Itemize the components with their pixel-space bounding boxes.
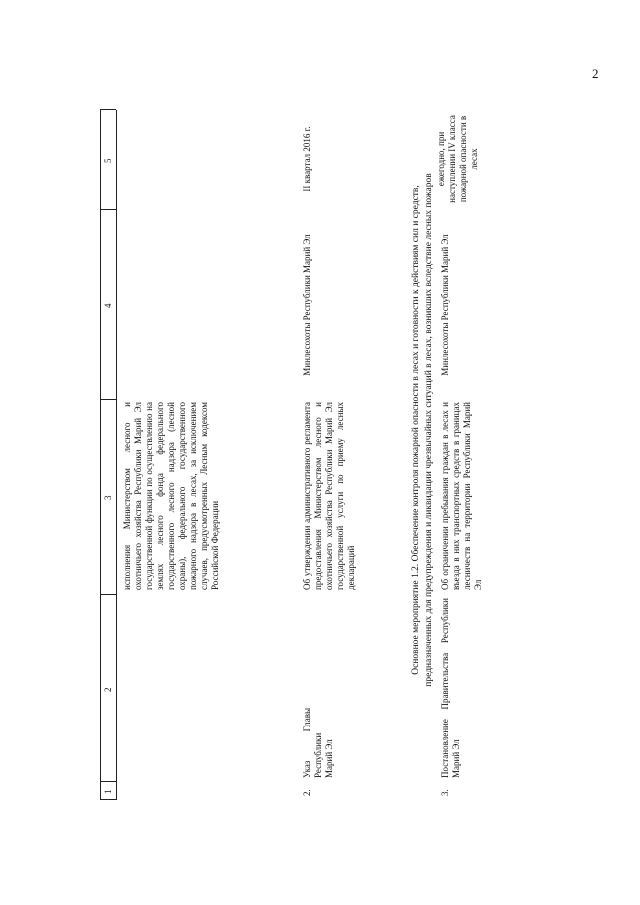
column-separator	[100, 799, 116, 800]
row-document: Постановление Правительства Республики Марий Эл	[440, 598, 461, 778]
column-header-3: 3	[103, 495, 113, 500]
row-number: 2.	[302, 789, 312, 796]
page-number: 2	[592, 66, 599, 81]
row-subject: Об ограничении пребывания граждан в лесах и въезда в них транспортных средств в границах лесничеств на территории Республики Марий Эл	[440, 402, 483, 590]
row-deadline: ежегодно, при наступлении IV класса пожарной опасности в лесах	[436, 115, 479, 203]
column-header-4: 4	[103, 303, 113, 308]
row-deadline: II квартал 2016 г.	[302, 126, 312, 192]
column-separator	[100, 781, 116, 782]
column-header-2: 2	[103, 687, 113, 692]
rotated-table	[100, 60, 483, 800]
column-separator	[100, 209, 116, 210]
table-top-rule	[100, 110, 101, 800]
row-executor: Минлесохоты Республики Марий Эл	[302, 234, 312, 376]
row-number: 3.	[440, 789, 450, 796]
row-subject: Об утверждении административного регламента предоставления Министерством лесного и охотничьего хозяйства Республики Марий Эл государственной услуги по приему лесных деклараций	[302, 402, 356, 590]
row-executor: Минлесохоты Республики Марий Эл	[440, 234, 450, 376]
column-separator	[100, 109, 116, 110]
section-heading-line2: предназначенных для предупреждения и ликвидации чрезвычайных ситуаций в лесах, возникших вследствие лесных пожаров	[424, 173, 434, 687]
row-document: Указ Главы Республики Марий Эл	[302, 708, 334, 778]
table-header-rule	[116, 110, 117, 800]
column-separator	[100, 594, 116, 595]
continuation-cell: исполнения Министерством лесного и охотничьего хозяйства Республики Марий Эл государственной функции по осуществлению на землях лесного фонда федерального государственного лесного надзора (лесной охраны), федерального государственного пожарного надзора в лесах, за исключением случаев, предусмотренных Лесным кодексом Российской Федерации	[122, 402, 220, 590]
column-separator	[100, 399, 116, 400]
section-heading-line1: Основное мероприятие 1.2. Обеспечение контроля пожарной опасности в лесах и готовности к действиям сил и средств,	[411, 185, 421, 675]
column-header-5: 5	[103, 158, 113, 163]
column-header-1: 1	[103, 789, 113, 794]
